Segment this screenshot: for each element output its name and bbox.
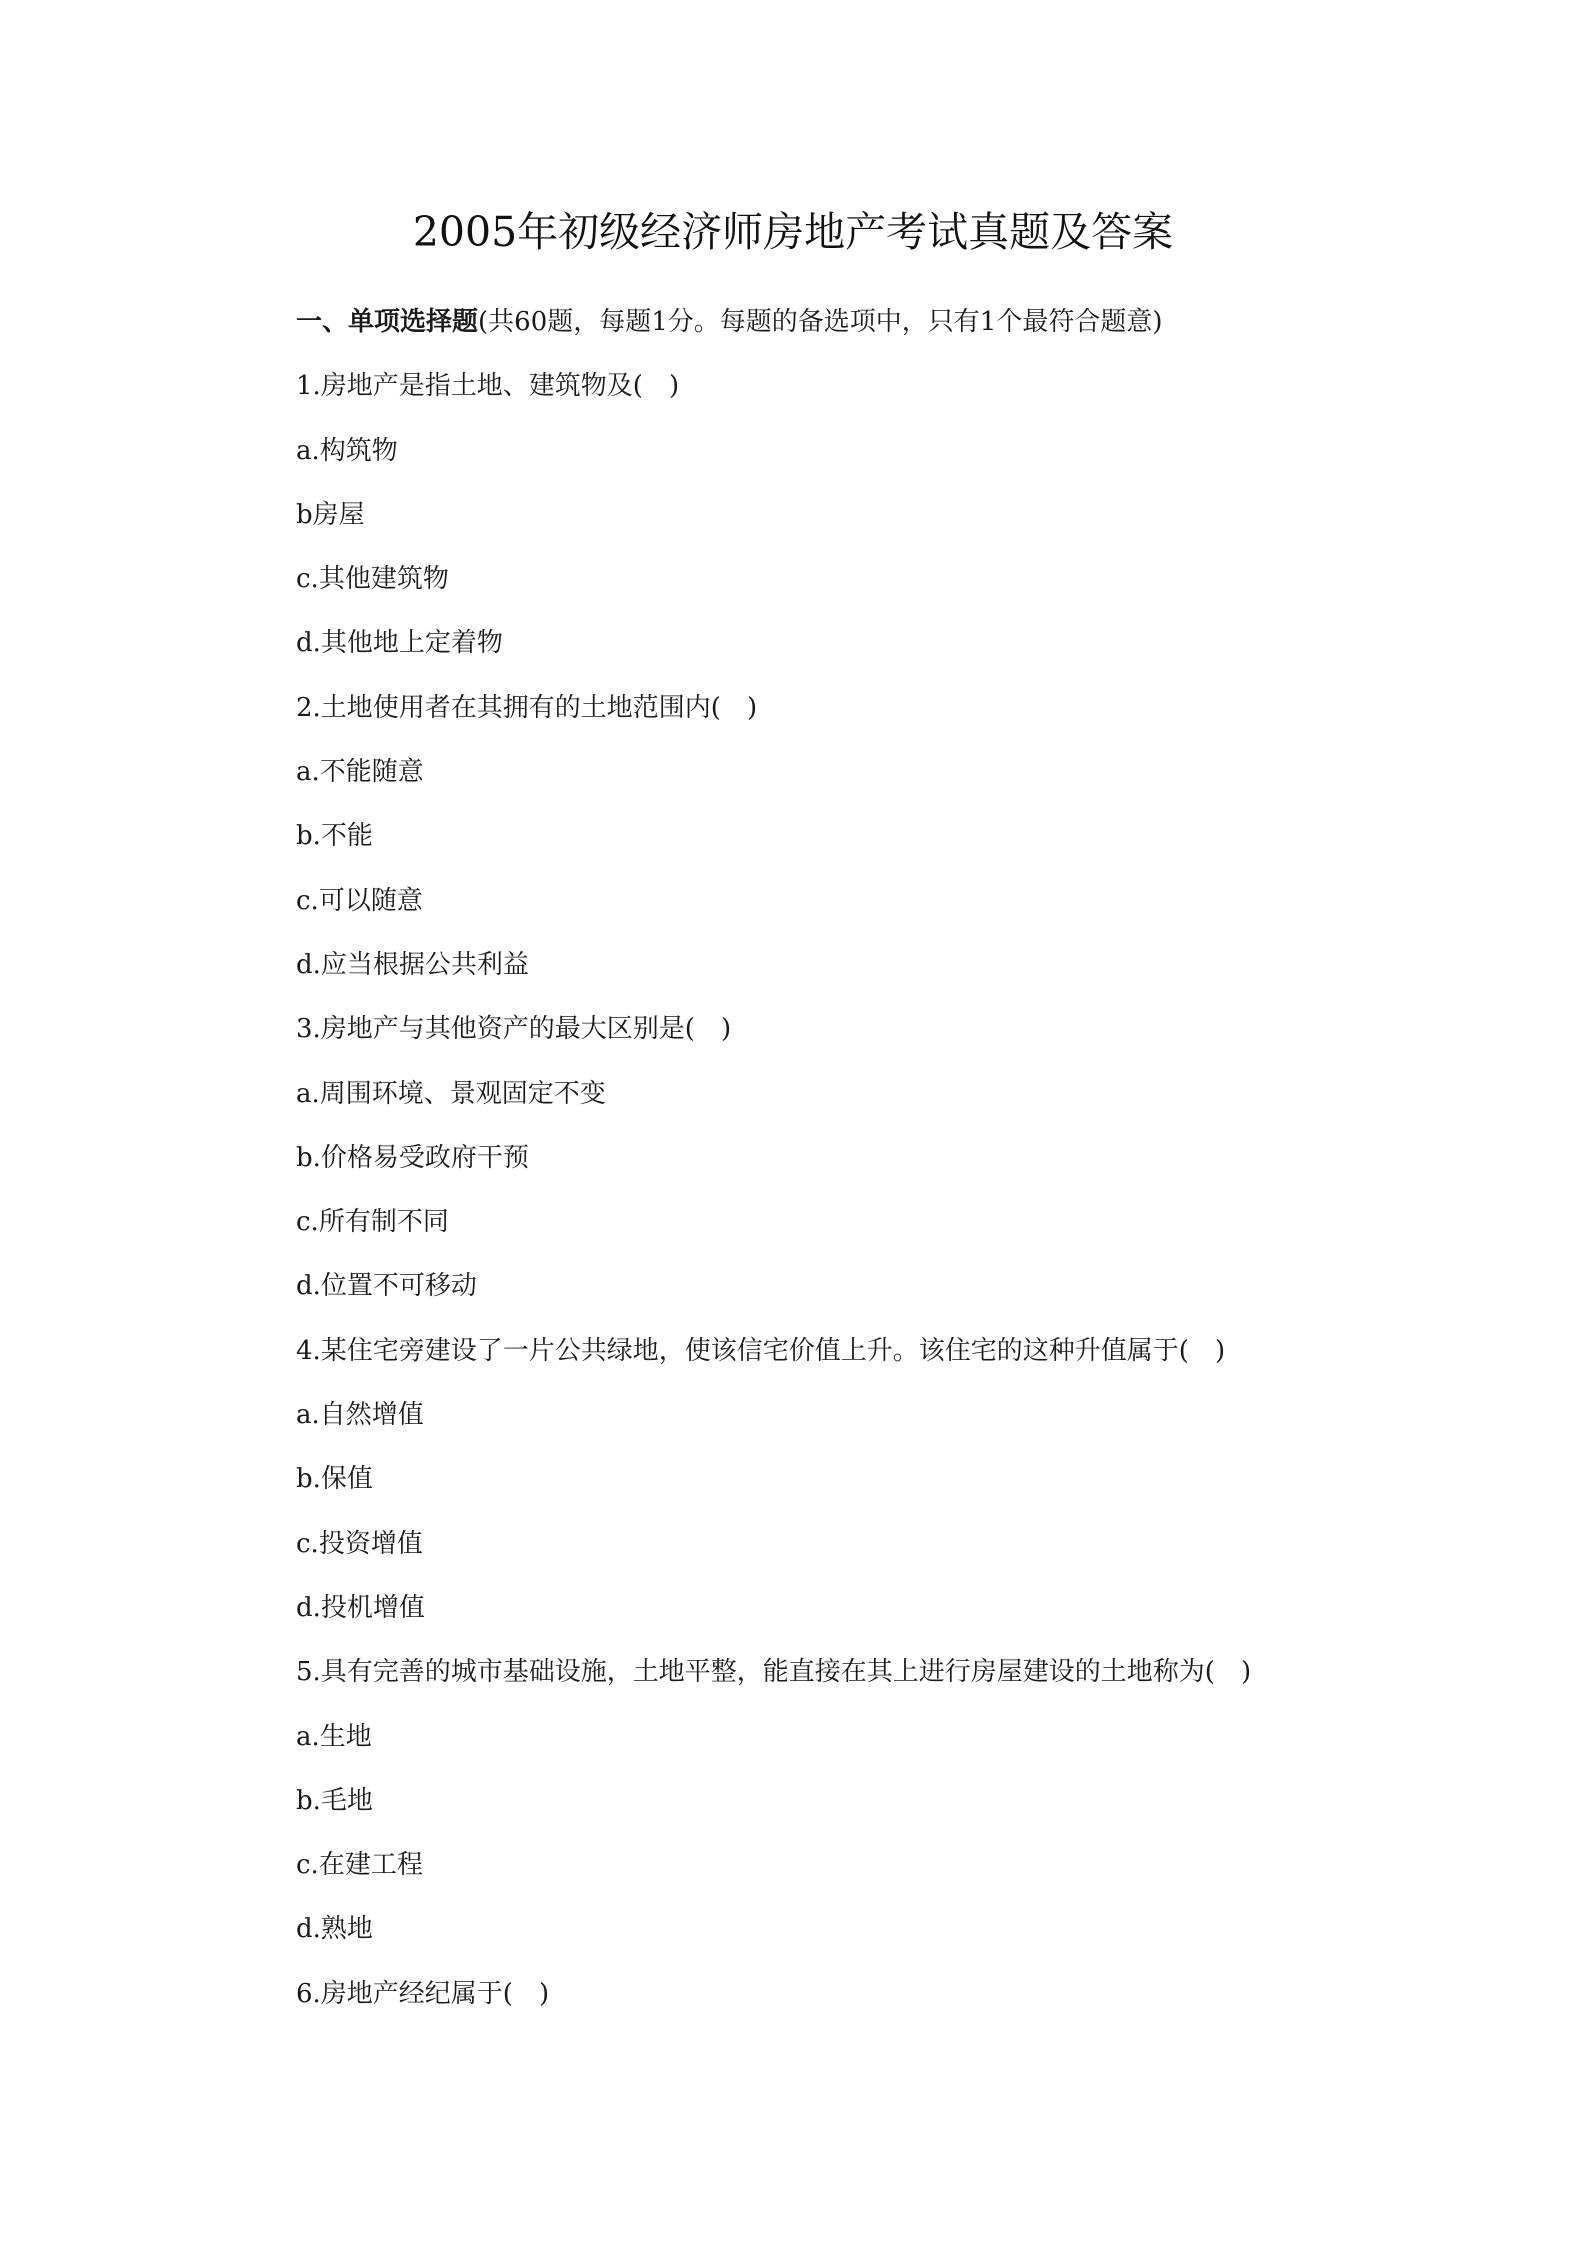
- option-2c: c.可以随意: [296, 885, 423, 916]
- option-5c: c.在建工程: [296, 1850, 423, 1881]
- section-heading: [296, 298, 1356, 362]
- option-4a: a.自然增值: [296, 1400, 424, 1431]
- option-1c: c.其他建筑物: [296, 564, 449, 595]
- option-5a: a.生地: [296, 1721, 372, 1752]
- option-2b: b.不能: [296, 821, 373, 852]
- option-5b: b.毛地: [296, 1785, 373, 1816]
- option-5d: d.熟地: [296, 1914, 373, 1945]
- section-heading-label: 一、单项选择题: [296, 307, 479, 337]
- option-3a: a.周围环境、景观固定不变: [296, 1078, 606, 1109]
- option-4b: b.保值: [296, 1464, 373, 1495]
- option-3d: d.位置不可移动: [296, 1271, 477, 1302]
- option-2d: d.应当根据公共利益: [296, 949, 529, 980]
- option-1b: b房屋: [296, 499, 365, 530]
- question-5: 5.具有完善的城市基础设施，土地平整，能直接在其上进行房屋建设的土地称为( ): [296, 1657, 1252, 1688]
- option-4d: d.投机增值: [296, 1592, 425, 1623]
- option-3c: c.所有制不同: [296, 1207, 449, 1238]
- page-title: 2005年初级经济师房地产考试真题及答案: [412, 208, 1174, 256]
- question-3: 3.房地产与其他资产的最大区别是( ): [296, 1014, 732, 1045]
- option-1d: d.其他地上定着物: [296, 628, 503, 659]
- question-1: 1.房地产是指土地、建筑物及( ): [296, 371, 680, 402]
- question-6: 6.房地产经纪属于( ): [296, 1978, 550, 2009]
- option-3b: b.价格易受政府干预: [296, 1142, 529, 1173]
- option-2a: a.不能随意: [296, 757, 424, 788]
- section-heading-instructions: (共60题，每题1分。每题的备选项中，只有1个最符合题意): [478, 307, 1163, 337]
- option-4c: c.投资增值: [296, 1528, 423, 1559]
- option-1a: a.构筑物: [296, 435, 398, 466]
- question-4: 4.某住宅旁建设了一片公共绿地，使该信宅价值上升。该住宅的这种升值属于( ): [296, 1335, 1226, 1366]
- question-list: [296, 298, 1356, 2034]
- question-2: 2.土地使用者在其拥有的土地范围内( ): [296, 692, 758, 723]
